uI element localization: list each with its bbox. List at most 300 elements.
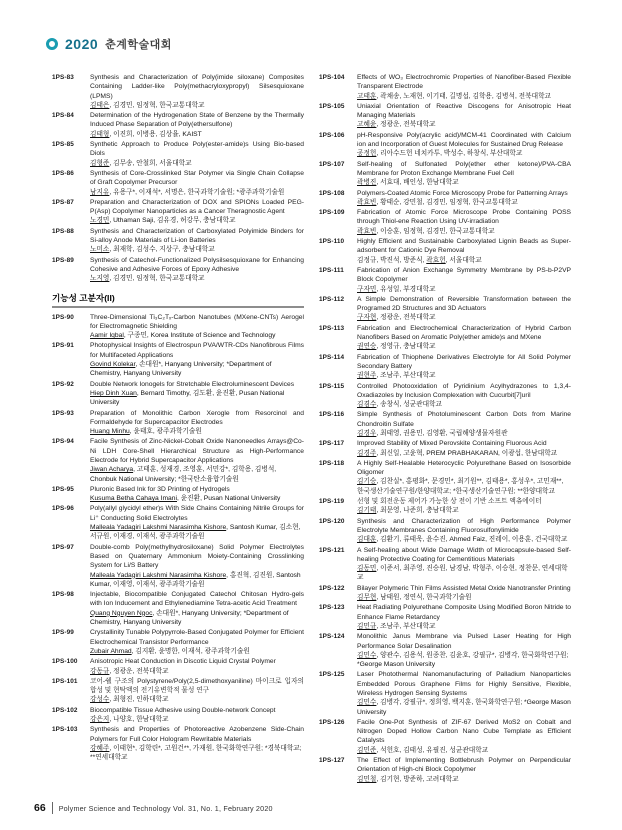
presenting-author: 김기승	[357, 478, 377, 486]
program-entry	[319, 410, 571, 438]
paper-title: Self-healing of Sulfonated Poly(ether ether ketone)/PVA-CBA Membrane for Proton Exchange Membrane Fuel Cell	[357, 160, 571, 177]
entry-body	[90, 169, 304, 197]
paper-title: Uniaxial Orientation of Reactive Discogens for Anisotropic Heat Managing Materials	[357, 102, 571, 120]
program-entry	[319, 324, 571, 352]
page-header	[46, 36, 172, 52]
entry-body	[90, 437, 304, 483]
paper-code: 1PS-85	[52, 141, 74, 149]
paper-authors	[357, 506, 571, 515]
program-entry	[52, 437, 304, 483]
presenting-author: 김경우	[357, 429, 377, 437]
program-entry	[319, 439, 571, 458]
presenting-author: 노경민	[90, 217, 110, 225]
presenting-author: 김겸수	[357, 401, 377, 409]
program-entry	[319, 459, 571, 496]
paper-title: Simple Synthesis of Photoluminescent Carbon Dots from Marine Chondroitin Sulfate	[357, 411, 571, 428]
entry-body	[357, 102, 571, 130]
entry-body	[90, 140, 304, 168]
program-columns	[52, 73, 572, 785]
paper-title: Injectable, Biocompatible Conjugated Catechol Chitosan Hydro-gels with Ion Inducement and Ethylenediamine Tetra-acetic Acid Treatment	[90, 591, 304, 608]
paper-title: Laser Photothermal Nanomanufacturing of Palladium Nanoparticles Embedded Porous Graphene Films for Highly Sensitive, Flexible, Wireless Hydrogen Sensing Systems	[357, 671, 571, 697]
coauthors-affiliation: , 김지환, 윤명한, 이재석, 광주과학기술원	[131, 647, 250, 655]
paper-title: Preparation of Monolithic Carbon Xerogle from Resorcinol and Formaldehyde for Supercapacitor Electrodes	[90, 409, 304, 426]
program-entry	[52, 706, 304, 725]
coauthors-affiliation: , 석헌호, 김태성, 유필진, 성균관대학교	[376, 746, 489, 754]
paper-title: Poly(allyl glycidyl ether)s With Side Chains Containing Nitrile Groups for Li⁺ Conducting Solid Electrolytes	[90, 505, 304, 522]
entry-body	[90, 380, 304, 408]
entry-body	[357, 295, 571, 323]
program-entry	[52, 73, 304, 110]
paper-title: 선형 및 회전운동 제어가 가능한 상 전이 기반 소프트 액츄에이터	[357, 498, 542, 506]
paper-title: The Effect of Implementing Bottlebrush Polymer on Perpendicular Orientation of High-chi Block Copolymer	[357, 757, 571, 774]
coauthors-affiliation: , 최태영, 권용민, 김영환, 국립해양생물자원관	[376, 429, 508, 437]
entry-body	[90, 73, 304, 110]
presenting-author: 김대훈	[357, 536, 377, 544]
paper-code: 1PS-117	[319, 440, 345, 448]
paper-code: 1PS-111	[319, 266, 344, 274]
paper-title: Improved Stability of Mixed Perovskite Containing Fluorous Acid	[357, 440, 547, 448]
coauthors-affiliation: , 김기현, 방준하, 고려대학교	[376, 775, 459, 783]
page-number: 66	[34, 802, 46, 814]
paper-code: 1PS-89	[52, 256, 74, 264]
entry-body	[90, 111, 304, 139]
paper-title: Highly Efficient and Sustainable Carboxylated Lignin Beads as Super-adsorbent for Cationic Dye Removal	[357, 238, 571, 255]
coauthors-affiliation: , 김환기, 류태욱, 윤수진, Ahmed Faiz, 진레이, 이용훈, 건국대학교	[376, 536, 568, 544]
coauthors-affiliation: , 손대원*, Hanyang University; *Department of Chemistry, Hanyang University	[90, 361, 272, 378]
program-entry	[319, 102, 571, 130]
paper-authors	[90, 331, 304, 340]
program-entry	[52, 198, 304, 226]
entry-body	[357, 324, 571, 352]
presenting-author: Malleala Yadagiri Lakshmi Narasimha Kishore	[90, 524, 227, 532]
presenting-author: Govind Kolekar	[90, 361, 136, 369]
presenting-author: 공정헌	[357, 150, 377, 158]
program-entry	[52, 590, 304, 627]
entry-body	[90, 657, 304, 676]
coauthors-affiliation: , 나양호, 한남대학교	[109, 716, 169, 723]
coauthors-affiliation: , 김병각, 강필규*, 정희영, 백지훈, 한국화학연구원; *George Mason University	[357, 699, 571, 716]
paper-title: Synthesis of Catechol-Functionalized Polysilsesquioxane for Enhancing Cohesive and Adhesive Forces of Epoxy Adhesive	[90, 256, 304, 273]
presenting-author: 고혜윤	[357, 121, 377, 129]
paper-title: Facile One-Pot Synthesis of ZIF-67 Derived MoS2 on Cobalt and Nitrogen Doped Hollow Carbon Nano Cube Template as Efficient Catalysts	[357, 718, 571, 745]
paper-code: 1PS-125	[319, 671, 345, 679]
page-footer	[34, 802, 273, 814]
paper-authors	[90, 101, 304, 110]
paper-title: A Simple Demonstration of Reversible Transformation between the Programed 2D Structures and 3D Actuators	[357, 295, 571, 313]
paper-title: Synthesis and Characterization of High Performance Polymer Electrolyte Membranes Containing Fluorosulfonylimide	[357, 517, 571, 534]
entry-body	[357, 756, 571, 784]
program-entry	[319, 632, 571, 669]
program-entry	[52, 677, 304, 705]
entry-body	[90, 628, 304, 656]
coauthors-affiliation: , 손대원*, Hanyang University; *Department of Chemistry, Hanyang University	[90, 609, 289, 627]
presenting-author: 노미소	[90, 246, 110, 254]
program-entry	[52, 504, 304, 541]
paper-title: Double-comb Poly(methylhydrosiloxane) Solid Polymer Electrolytes Based on Quaternary Ammonium Moiety-Containing Crosslinking System for Li/S Battery	[90, 543, 304, 570]
program-entry	[52, 485, 304, 504]
paper-code: 1PS-99	[52, 629, 74, 637]
paper-code: 1PS-97	[52, 543, 74, 551]
program-entry	[52, 256, 304, 284]
presenting-author: 김동민	[357, 565, 377, 573]
entry-body	[90, 341, 304, 378]
entry-body	[357, 603, 571, 631]
entry-body	[90, 198, 304, 226]
coauthors-affiliation: , 윤진환, Pusan National University	[177, 495, 281, 503]
entry-body	[90, 590, 304, 627]
paper-code: 1PS-113	[319, 324, 345, 332]
paper-authors	[357, 198, 571, 207]
paper-title: Monolithic Janus Membrane via Pulsed Laser Heating for High Performance Solar Desalination	[357, 633, 571, 650]
paper-code: 1PS-94	[52, 438, 74, 446]
presenting-author: 곽효빈	[357, 198, 377, 206]
paper-authors	[90, 465, 304, 484]
paper-code: 1PS-109	[319, 209, 345, 217]
entry-body	[357, 670, 571, 716]
coauthors-affiliation: , 이승훈, 임정혁, 김경민, 한국교통대학교	[376, 227, 495, 235]
presenting-author: 남지유	[90, 188, 110, 196]
paper-code: 1PS-103	[52, 726, 78, 734]
paper-code: 1PS-86	[52, 169, 74, 177]
paper-authors	[90, 744, 304, 763]
presenting-author: 권현주	[357, 372, 377, 380]
paper-code: 1PS-108	[319, 189, 345, 197]
program-entry	[319, 160, 571, 188]
paper-authors	[357, 342, 571, 351]
paper-authors	[357, 227, 571, 236]
entry-body	[357, 584, 571, 603]
paper-code: 1PS-122	[319, 584, 345, 592]
entry-body	[90, 706, 304, 725]
paper-authors	[357, 651, 571, 670]
program-entry	[52, 313, 304, 341]
coauthors-affiliation: , 서울대학교	[445, 256, 482, 264]
paper-code: 1PS-88	[52, 227, 74, 235]
paper-code: 1PS-126	[319, 718, 345, 726]
presenting-author: Huang Minhu	[90, 428, 130, 436]
paper-code: 1PS-127	[319, 757, 345, 765]
paper-code: 1PS-95	[52, 485, 74, 493]
entry-body	[90, 677, 304, 705]
program-entry	[52, 140, 304, 168]
entry-body	[357, 353, 571, 381]
coauthors-affiliation: , 정영규, 충남대학교	[376, 343, 436, 351]
coauthors-affiliation: , 유용구*, 이재석*, 서명은, 한국과학기술원; *광주과학기술원	[109, 188, 285, 196]
entry-body	[90, 725, 304, 762]
presenting-author: 김태은	[90, 101, 110, 109]
paper-authors	[357, 178, 571, 187]
program-entry	[319, 131, 571, 159]
program-entry	[52, 657, 304, 676]
paper-authors	[90, 130, 304, 139]
paper-code: 1PS-115	[319, 382, 345, 390]
program-entry	[319, 718, 571, 755]
coauthors-affiliation: , 이태현*, 김학린*, 고원건**, 가재원, 한국화학연구원; *경북대학교; **연세대학교	[90, 744, 302, 762]
paper-code: 1PS-83	[52, 74, 74, 81]
paper-authors	[90, 523, 304, 542]
entry-body	[357, 237, 571, 265]
paper-authors	[357, 449, 571, 458]
program-entry	[319, 237, 571, 265]
presenting-author: 곽효빈	[357, 227, 377, 235]
presenting-author: Zubair Ahmad	[90, 647, 132, 655]
paper-code: 1PS-114	[319, 353, 345, 361]
paper-title: pH-Responsive Poly(acrylic acid)/MCM-41 Coordinated with Calcium ion and Incorporation of Guest Molecules for Sustained Drug Release	[357, 131, 571, 149]
coauthors-affiliation: , 홍진혁, 김진원, Santosh Kumar, 이재영, 이재석, 광주과학기술원	[90, 571, 301, 588]
entry-body	[357, 632, 571, 669]
coauthors-affiliation: , Uthaman Saji, 김유경, 허강무, 충남대학교	[109, 217, 236, 225]
coauthors-affiliation: , 서효대, 배인성, 한남대학교	[376, 179, 459, 187]
program-entry	[319, 670, 571, 716]
paper-authors	[357, 285, 571, 294]
bullet-circle-icon	[46, 38, 58, 50]
entry-body	[90, 543, 304, 589]
coauthors-affiliation: , 최재학, 김성수, 지상구, 충남대학교	[109, 246, 215, 254]
coauthors-affiliation: , 황태순, 강민철, 김경민, 임정혁, 한국교통대학교	[376, 198, 518, 206]
entry-body	[357, 546, 571, 583]
presenting-author: 강동규	[90, 667, 110, 675]
paper-title: Polymers-Coated Atomic Force Microscopy Probe for Patterning Arrays	[357, 189, 568, 197]
paper-authors	[90, 427, 304, 436]
program-entry	[319, 546, 571, 583]
paper-title: Synthesis and Properties of Photoreactive Azobenzene Side-Chain Polymers for Full Color Hologram Rewritable Materials	[90, 726, 304, 743]
entry-body	[357, 439, 571, 458]
paper-authors	[357, 622, 571, 631]
presenting-author: 김태형	[90, 130, 110, 138]
paper-code: 1PS-87	[52, 198, 74, 206]
paper-title: Heat Radiating Polyurethane Composite Using Modified Boron Nitride to Enhance Flame Retardancy	[357, 604, 571, 621]
presenting-author: Kusuma Betha Cahaya Imani	[90, 495, 177, 503]
coauthors-affiliation: , 송창식, 성균관대학교	[376, 401, 442, 409]
paper-title: Pluronic Based Ink for 3D Printing of Hydrogels	[90, 485, 230, 493]
presenting-author: 권연승	[357, 343, 377, 351]
paper-authors	[90, 188, 304, 197]
program-entry	[52, 380, 304, 408]
paper-title: Preparation and Characterization of DOX and SPIONs Loaded PEG-P(Asp) Copolymer Nanoparticles as a Cancer Theragnostic Agent	[90, 198, 304, 216]
presenting-author: 강은지	[90, 716, 110, 723]
paper-code: 1PS-93	[52, 409, 74, 417]
paper-title: Synthesis and Characterization of Carboxylated Polyimide Binders for Si-alloy Anode Materials of Li-ion Batteries	[90, 227, 304, 245]
coauthors-affiliation: , 정광운, 전북대학교	[376, 314, 436, 322]
paper-authors	[357, 775, 571, 784]
program-entry	[52, 169, 304, 197]
paper-title: Double Network Ionogels for Stretchable Electroluminescent Devices	[90, 380, 295, 388]
paper-code: 1PS-121	[319, 546, 345, 554]
paper-title: Bilayer Polymeric Thin Films Assisted Metal Oxide Nanotransfer Printing	[357, 584, 571, 592]
paper-code: 1PS-107	[319, 160, 345, 168]
paper-code: 1PS-84	[52, 112, 74, 120]
paper-code: 1PS-105	[319, 102, 345, 110]
presenting-author: 김경주	[357, 449, 377, 457]
entry-body	[357, 410, 571, 438]
program-entry	[52, 111, 304, 139]
program-entry	[52, 227, 304, 255]
paper-authors	[357, 92, 571, 101]
coauthors-affiliation: , 김무송, 안철희, 서울대학교	[109, 159, 192, 167]
paper-title: Anisotropic Heat Conduction in Discotic Liquid Crystal Polymer	[90, 658, 276, 666]
entry-body	[357, 497, 571, 516]
paper-authors	[357, 746, 571, 755]
program-entry	[319, 517, 571, 545]
program-entry	[319, 266, 571, 294]
program-entry	[319, 382, 571, 410]
coauthors-affiliation: , 고태훈, 성재경, 조영훈, 서민강*, 김학용, 김병석, Chonbuk National University; *한국탄소융합기술원	[90, 466, 277, 483]
coauthors-affiliation: , 양관수, 김용석, 원종찬, 김윤호, 강필규*, 김병각, 한국화학연구원; *George Mason University	[357, 651, 569, 669]
paper-code: 1PS-112	[319, 295, 345, 303]
coauthors-affiliation: , 정광운, 전북대학교	[109, 667, 169, 675]
coauthors-affiliation: , 유성일, 부경대학교	[376, 285, 436, 293]
coauthors-affiliation: , 리아수드헌 네치카투, 박성수, 하창식, 부산대학교	[376, 150, 523, 158]
paper-title: Synthesis of Core-Crosslinked Star Polymer via Single Chain Collapse of Graft Copolymer Precursor	[90, 169, 304, 187]
coauthors-affiliation: , 윤태호, 광주과학기술원	[129, 428, 202, 436]
entry-body	[90, 485, 304, 504]
paper-code: 1PS-118	[319, 459, 345, 467]
paper-authors	[90, 695, 304, 704]
paper-code: 1PS-100	[52, 658, 78, 666]
program-entry	[52, 725, 304, 762]
coauthors-affiliation: , 이준서, 최주영, 진승원, 남경남, 박형주, 이승현, 정찬문, 연세대학교	[357, 565, 568, 582]
program-entry	[52, 341, 304, 378]
paper-authors	[90, 667, 304, 676]
program-entry	[319, 756, 571, 784]
paper-title: Fabrication and Electrochemical Characterization of Hybrid Carbon Nanofibers Based on Aromatic Poly(ether amide)s and MXene	[357, 324, 571, 342]
paper-authors	[90, 609, 304, 628]
journal-title: Polymer Science and Technology Vol. 31, No. 1, February 2020	[58, 803, 273, 813]
program-entry	[52, 409, 304, 437]
presenting-author: 곽효헌	[426, 256, 446, 264]
presenting-author: 김민수	[357, 699, 377, 707]
entry-body	[357, 131, 571, 159]
paper-authors	[357, 400, 571, 409]
paper-title: Crystallinity Tunable Polypyrrole-Based Conjugated Polymer for Efficient Electrochemical Transistor Performance	[90, 629, 304, 646]
paper-authors	[357, 477, 571, 496]
program-entry	[319, 353, 571, 381]
paper-authors	[357, 593, 571, 602]
entry-body	[357, 517, 571, 545]
presenting-author: 노지영	[90, 275, 110, 283]
presenting-author: 김민준	[357, 746, 377, 754]
paper-authors	[90, 571, 304, 590]
coauthors-affiliation: , 김찬실*, 홍평화*, 문경민*, 최기원**, 김태용*, 홍성우*, 고민재**, 한국생산기술연구원/한양대학교; *한국생산기술연구원; **한양대학교	[357, 478, 564, 495]
paper-authors	[90, 647, 304, 656]
presenting-author: 김형준	[90, 159, 110, 167]
presenting-author: Malleala Yadagiri Lakshmi Narasimha Kishore	[90, 571, 227, 579]
coauthors-affiliation: , 조남주, 부산대학교	[376, 622, 436, 630]
presenting-author: 곽병진	[357, 179, 377, 187]
program-entry	[319, 189, 571, 208]
entry-body	[357, 382, 571, 410]
paper-code: 1PS-92	[52, 380, 74, 388]
section-header: 기능성 고분자(II)	[52, 293, 304, 308]
paper-code: 1PS-110	[319, 238, 345, 246]
coauthors-affiliation: , 조남주, 부산대학교	[376, 372, 436, 380]
coauthors-affiliation: , 최형진, 인하대학교	[109, 696, 169, 704]
paper-authors	[90, 216, 304, 225]
paper-code: 1PS-119	[319, 498, 345, 506]
paper-authors	[357, 256, 571, 265]
presenting-author: 구자민	[357, 285, 377, 293]
program-entry	[319, 497, 571, 516]
presenting-author: Quang Nguyen Ngoc	[90, 609, 153, 617]
entry-body	[90, 227, 304, 255]
paper-code: 1PS-116	[319, 411, 345, 419]
paper-code: 1PS-91	[52, 342, 74, 350]
coauthors-affiliation: , 김경민, 임정혁, 한국교통대학교	[109, 101, 205, 109]
authors-before-presenter: 김정규, 박진석, 방준식,	[357, 256, 427, 264]
paper-authors	[357, 429, 571, 438]
entry-body	[357, 73, 571, 101]
paper-title: Three-Dimensional Ti₃C₂Tₓ-Carbon Nanotubes (MXene-CNTs) Aerogel for Electromagnetic Shielding	[90, 313, 304, 330]
paper-code: 1PS-90	[52, 313, 74, 321]
paper-title: Fabrication of Atomic Force Microscope Probe Containing POSS through Thiol-ene Reaction Using UV-irradiation	[357, 209, 571, 226]
conference-year: 2020	[65, 36, 99, 52]
paper-code: 1PS-102	[52, 706, 78, 714]
right-column	[319, 73, 571, 785]
entry-body	[90, 256, 304, 284]
program-entry	[319, 208, 571, 236]
paper-title: Biocompatible Tissue Adhesive using Double-network Concept	[90, 706, 276, 714]
program-entry	[52, 543, 304, 589]
paper-title: Fabrication of Anion Exchange Symmetry Membrane by PS-b-P2VP Block Copolymer	[357, 266, 571, 284]
entry-body	[90, 313, 304, 341]
presenting-author: Hiep Dinh Xuan	[90, 389, 137, 397]
paper-title: Controlled Photooxidation of Pyridinium Acylhydrazones to 1,3,4-Oxadiazoles by Inclusion Complexation with Cucurbit[7]uril	[357, 382, 571, 399]
coauthors-affiliation: , Bernard Timothy, 김도환, 윤진환, Pusan National University	[90, 389, 285, 407]
presenting-author: 김민규	[357, 622, 377, 630]
paper-title: Synthesis and Characterization of Poly(imide siloxane) Composites Containing Ladder-like Poly(methacryloxypropyl) Silsesquioxane (LPMS)	[90, 74, 304, 100]
coauthors-affiliation: , 곽채송, 노재현, 이기태, 길명섭, 김학용, 김병석, 전북대학교	[376, 92, 551, 100]
presenting-author: 강성수	[90, 696, 110, 704]
coauthors-affiliation: , 구종민, Korea Institute of Science and Technology	[123, 332, 276, 340]
coauthors-affiliation: , 남태원, 정연식, 한국과학기술원	[376, 594, 472, 602]
presenting-author: 김무현	[357, 594, 377, 602]
left-column	[52, 73, 304, 785]
presenting-author: 고태훈	[357, 92, 377, 100]
paper-code: 1PS-96	[52, 505, 74, 513]
paper-code: 1PS-104	[319, 74, 345, 81]
paper-authors	[357, 564, 571, 583]
paper-code: 1PS-98	[52, 591, 74, 599]
coauthors-affiliation: , 김경민, 임정혁, 한국교통대학교	[109, 275, 205, 283]
paper-authors	[90, 494, 304, 503]
coauthors-affiliation: , 최문영, 나준희, 충남대학교	[376, 507, 459, 515]
paper-code: 1PS-123	[319, 604, 345, 612]
presenting-author: 구자현	[357, 314, 377, 322]
entry-body	[357, 189, 571, 208]
entry-body	[90, 504, 304, 541]
paper-title: 코어-쉘 구조의 Polystyrene/Poly(2,5-dimethoxyaniline) 마이크로 입자의 합성 및 현탁액의 전기유변학적 물성 연구	[90, 677, 304, 695]
paper-authors	[357, 698, 571, 717]
paper-authors	[357, 371, 571, 380]
entry-body	[357, 459, 571, 496]
coauthors-affiliation: , Santosh Kumar, 김소현, 서규원, 이재경, 이재석, 광주과학기술원	[90, 524, 301, 541]
paper-code: 1PS-101	[52, 677, 78, 685]
paper-authors	[90, 159, 304, 168]
entry-body	[90, 409, 304, 437]
paper-title: Facile Synthesis of Zinc-Nickel-Cobalt Oxide Nanoneedles Arrays@Co-Ni LDH Core-Shell Hierarchical Structure as High-Performance Electrode for Hybrid Supercapacitor Applications	[90, 438, 304, 464]
coauthors-affiliation: , 최신일, 고윤혁, PREM PRABHAKARAN, 이광섭, 한남대학교	[376, 449, 558, 457]
paper-code: 1PS-106	[319, 131, 345, 139]
paper-authors	[90, 274, 304, 283]
footer-divider	[52, 802, 53, 814]
conference-title: 춘계학술대회	[105, 39, 172, 51]
paper-title: A Highly Self-Healable Heterocyclic Polyurethane Based on Isosorbide Oligomer	[357, 459, 571, 477]
presenting-author: 강혜주	[90, 744, 110, 752]
coauthors-affiliation: , 이진희, 이병용, 김상율, KAIST	[109, 130, 202, 138]
program-entry	[319, 73, 571, 101]
paper-title: Effects of WO₃ Electrochromic Properties of Nanofiber-Based Flexible Transparent Electrode	[357, 74, 571, 91]
paper-code: 1PS-120	[319, 517, 345, 525]
